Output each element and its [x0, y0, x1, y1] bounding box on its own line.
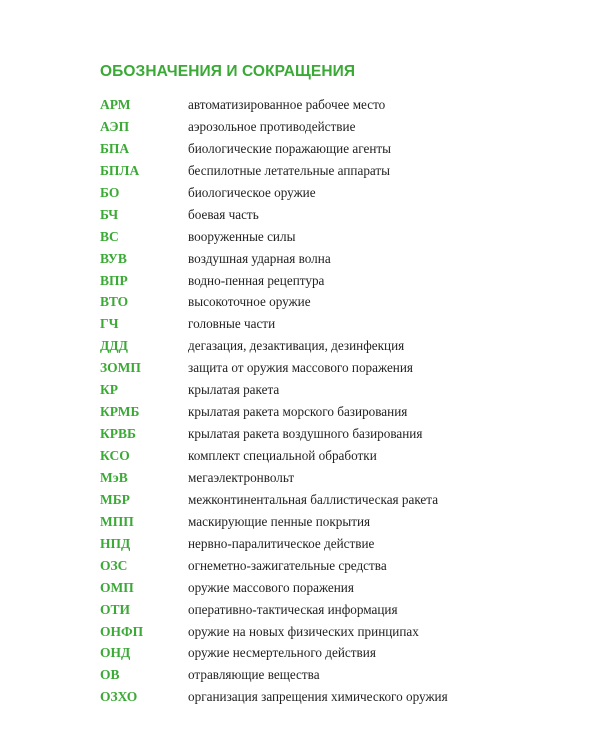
abbreviation-definition: оружие на новых физических принципах [188, 623, 419, 639]
abbreviation-definition: нервно-паралитическое действие [188, 535, 375, 551]
abbreviation-list [100, 94, 520, 708]
abbreviation-definition: дегазация, дезактивация, дезинфекция [188, 338, 405, 354]
abbreviation-code: МПП [100, 513, 134, 529]
abbreviation-code: БЧ [100, 206, 119, 222]
abbreviation-code: АРМ [100, 97, 131, 112]
abbreviation-code: БПА [100, 140, 130, 156]
abbreviation-definition: вооруженные силы [188, 228, 296, 244]
abbreviation-code: ВТО [100, 294, 129, 310]
list-item [100, 291, 520, 313]
abbreviation-code: НПД [100, 535, 131, 551]
list-item [100, 401, 520, 423]
abbreviation-code: ДДД [100, 338, 128, 354]
list-item [100, 270, 520, 292]
list-item [100, 313, 520, 335]
abbreviation-code: ОЗХО [100, 689, 138, 705]
abbreviation-code: БПЛА [100, 162, 140, 178]
abbreviation-definition: водно-пенная рецептура [188, 272, 325, 288]
abbreviation-code: КР [100, 382, 119, 398]
abbreviation-definition: высокоточное оружие [188, 294, 311, 310]
abbreviation-definition: защита от оружия массового поражения [188, 360, 413, 376]
list-item [100, 686, 520, 708]
page-title: ОБОЗНАЧЕНИЯ И СОКРАЩЕНИЯ [100, 63, 356, 80]
abbreviation-definition: межконтинентальная баллистическая ракета [188, 491, 439, 507]
list-item [100, 248, 520, 270]
list-item [100, 357, 520, 379]
abbreviation-code: БО [100, 184, 120, 200]
abbreviation-definition: автоматизированное рабочее место [188, 97, 386, 112]
list-item [100, 467, 520, 489]
abbreviation-definition: оружие массового поражения [188, 579, 354, 595]
list-item [100, 445, 520, 467]
abbreviation-definition: огнеметно-зажигательные средства [188, 557, 387, 573]
abbreviation-code: ВПР [100, 272, 128, 288]
list-item [100, 138, 520, 160]
abbreviation-code: КРВБ [100, 426, 136, 442]
abbreviation-definition: аэрозольное противодействие [188, 118, 356, 134]
abbreviation-code: КРМБ [100, 404, 140, 420]
abbreviation-definition: крылатая ракета [188, 382, 280, 398]
abbreviation-code: ОЗС [100, 557, 128, 573]
abbreviation-definition: головные части [188, 316, 276, 332]
abbreviation-code: МэВ [100, 469, 128, 485]
list-item [100, 642, 520, 664]
abbreviation-code: АЭП [100, 118, 130, 134]
abbreviation-definition: воздушная ударная волна [188, 250, 331, 266]
list-item [100, 226, 520, 248]
list-item [100, 664, 520, 686]
abbreviation-code: ОНД [100, 645, 131, 661]
abbreviation-definition: организация запрещения химического оружия [188, 689, 448, 705]
abbreviation-definition: комплект специальной обработки [188, 448, 377, 463]
abbreviation-definition: крылатая ракета воздушного базирования [188, 426, 423, 442]
abbreviation-definition: боевая часть [188, 206, 259, 222]
abbreviation-code: ОНФП [100, 623, 144, 639]
list-item [100, 182, 520, 204]
list-item [100, 533, 520, 555]
abbreviation-definition: отравляющие вещества [188, 667, 320, 683]
list-item [100, 489, 520, 511]
abbreviation-definition: маскирующие пенные покрытия [188, 513, 371, 529]
list-item [100, 379, 520, 401]
abbreviation-definition: биологические поражающие агенты [188, 140, 392, 156]
list-item [100, 116, 520, 138]
list-item [100, 335, 520, 357]
list-item [100, 511, 520, 533]
list-item [100, 577, 520, 599]
list-item [100, 599, 520, 621]
abbreviation-definition: крылатая ракета морского базирования [188, 404, 408, 420]
abbreviation-code: КСО [100, 448, 130, 463]
abbreviation-code: ВУВ [100, 250, 127, 266]
list-item [100, 160, 520, 182]
list-item [100, 555, 520, 577]
abbreviation-code: МБР [100, 491, 130, 507]
abbreviation-definition: оперативно-тактическая информация [188, 601, 398, 617]
abbreviation-code: ВС [100, 228, 119, 244]
abbreviation-code: ОМП [100, 579, 134, 595]
list-item [100, 204, 520, 226]
abbreviation-definition: оружие несмертельного действия [188, 645, 376, 661]
list-item [100, 621, 520, 643]
abbreviation-definition: биологическое оружие [188, 184, 316, 200]
abbreviation-code: ОТИ [100, 601, 131, 617]
abbreviation-code: ГЧ [100, 316, 119, 332]
list-item [100, 423, 520, 445]
list-item [100, 94, 520, 116]
abbreviation-definition: беспилотные летательные аппараты [188, 162, 391, 178]
abbreviation-code: ОВ [100, 667, 120, 683]
abbreviation-code: ЗОМП [100, 360, 141, 376]
abbreviation-definition: мегаэлектронвольт [188, 469, 295, 485]
